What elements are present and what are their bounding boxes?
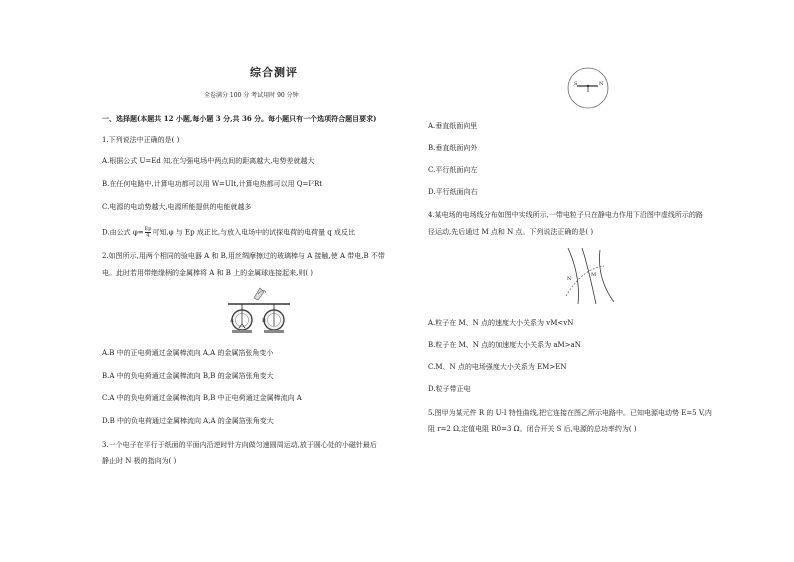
q1-option-a: A.根据公式 U=Ed 知,在匀强电场中两点间的距离越大,电势差就越大 <box>102 157 315 165</box>
electroscope-figure <box>224 284 294 336</box>
fraction <box>145 227 152 238</box>
q4-option-a: A.粒子在 M、N 点的速度大小关系为 vM<vN <box>428 319 574 327</box>
q3-option-a: A.垂直纸面向里 <box>428 122 478 130</box>
q3-stem-line2: 静止时 N 极的指向为( ) <box>102 457 177 465</box>
q2-option-a: A.B 中的正电荷通过金属棒流向 A,A 的金属箔张角变小 <box>102 349 274 357</box>
page-subtitle: 全卷满分 100 分 考试用时 90 分钟 <box>204 92 299 99</box>
q1-option-d <box>102 227 355 238</box>
point-m-label: M <box>591 272 597 278</box>
q1-option-b: B.在任何电路中,计算电功都可以用 W=UIt,计算电热都可以用 Q=I²Rt <box>102 180 323 188</box>
q4-stem-line1: 4.某电场的电场线分布如图中实线所示,一带电粒子只在静电力作用下沿图中虚线所示的路 <box>428 211 703 219</box>
page-title: 综合测评 <box>250 66 298 79</box>
q3-option-b: B.垂直纸面向外 <box>428 144 478 152</box>
q4-option-b: B.粒子在 M、N 点的加速度大小关系为 aM>aN <box>428 341 581 349</box>
q1-option-c: C.电源的电动势越大,电源所能提供的电能就越多 <box>102 203 252 211</box>
q5-stem-line1: 5.图甲为某元件 R 的 U-I 特性曲线,把它连接在图乙所示电路中。已知电源电动势 E=5 V,内 <box>428 409 712 417</box>
q2-option-b: B.A 中的负电荷通过金属棒流向 B,B 的金属箔张角变大 <box>102 372 274 380</box>
q3-option-c: C.平行纸面向左 <box>428 166 478 174</box>
q4-stem-line2: 径运动,先后通过 M 点和 N 点。下列说法正确的是( ) <box>428 228 594 236</box>
q5-stem-line2: 阻 r=2 Ω,定值电阻 R0=3 Ω。闭合开关 S 后,电源的总功率约为( ) <box>428 425 637 433</box>
compass-s-label: S <box>574 81 578 87</box>
q1-option-d-prefix: D.由公式 φ= <box>102 228 144 237</box>
compass-figure <box>565 66 611 110</box>
figure-label-a: A <box>230 318 234 324</box>
q3-stem-line1: 3.一个电子在平行于纸面的平面内沿逆时针方向做匀速圆周运动,放于圆心处的小磁针最后 <box>102 441 377 449</box>
q2-stem-line1: 2.如图所示,用两个相同的验电器 A 和 B,用丝绸摩擦过的玻璃棒与 A 接触,使 A 带电,B 不带 <box>102 252 385 260</box>
section-heading: 一、选择题(本题共 12 小题,每小题 3 分,共 36 分。每小题只有一个选项符合题目要求) <box>102 114 377 123</box>
fraction-denominator: q <box>146 232 150 238</box>
q2-option-c: C.A 中的负电荷通过金属棒流向 B,B 中正电荷通过金属棒流向 A <box>102 394 302 402</box>
q1-option-d-suffix: 可知,φ 与 Ep 成正比,与放入电场中的试探电荷的电荷量 q 成反比 <box>152 228 356 237</box>
q2-option-d: D.B 中的负电荷通过金属棒流向 A,A 的金属箔张角变大 <box>102 417 274 425</box>
compass-n-label: N <box>599 81 604 87</box>
q4-option-c: C.M、N 点的电场强度大小关系为 EM>EN <box>428 363 567 371</box>
fraction-numerator: Ep <box>144 226 152 232</box>
q3-option-d: D.平行纸面向右 <box>428 188 478 196</box>
figure-label-b: B <box>262 318 266 324</box>
point-n-label: N <box>567 276 572 282</box>
q2-stem-line2: 电。此时若用带绝缘柄的金属棒将 A 和 B 上的金属球连接起来,则( ) <box>102 269 314 277</box>
q4-option-d: D.粒子带正电 <box>428 385 471 393</box>
q1-stem: 1.下列说法中正确的是( ) <box>102 136 180 144</box>
